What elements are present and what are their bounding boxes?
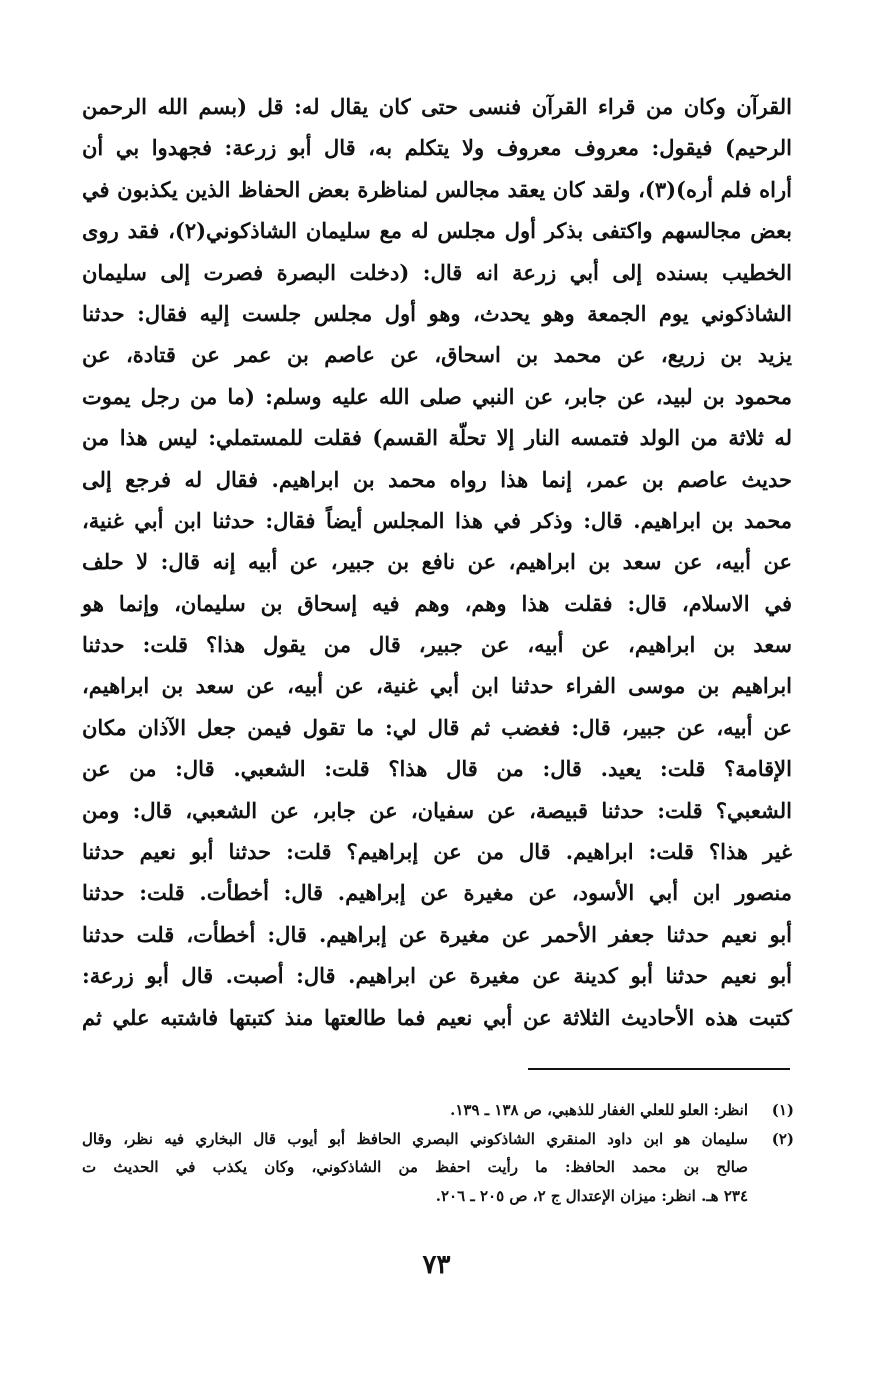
footnote-text: انظر: العلو للعلي الغفار للذهبي، ص ١٣٨ ـ ١٣٩. xyxy=(450,1101,748,1119)
text-line: الخطيب بسنده إلى أبي زرعة انه قال: (دخلت البصرة فصرت إلى سليمان xyxy=(82,259,792,285)
footnote-2 xyxy=(82,1125,794,1154)
text-line: غير هذا؟ قلت: ابراهيم. قال من عن إبراهيم؟ قلت: حدثنا أبو نعيم حدثنا xyxy=(82,839,792,865)
text-line: بعض مجالسهم واكتفى بذكر أول مجلس له مع سليمان الشاذكوني(٢)، فقد روى xyxy=(82,218,792,244)
text-line: أراه فلم أره)(٣)، ولقد كان يعقد مجالس لمناظرة بعض الحفاظ الذين يكذبون في xyxy=(82,176,792,202)
text-line: عن أبيه، عن جبير، قال: فغضب ثم قال لي: ما تقول فيمن جعل الآذان مكان xyxy=(82,714,792,740)
footnote-1 xyxy=(82,1096,794,1125)
footnote-indent xyxy=(748,1182,794,1211)
text-line: الشاذكوني يوم الجمعة وهو يحدث، وهو أول مجلس جلست إليه فقال: حدثنا xyxy=(82,300,792,326)
footnote-indent xyxy=(748,1153,794,1182)
text-line: منصور ابن أبي الأسود، عن مغيرة عن إبراهيم. قال: أخطأت. قلت: حدثنا xyxy=(82,880,792,906)
text-line: حديث عاصم بن عمر، إنما هذا رواه محمد بن ابراهيم. فقال له فرجع إلى xyxy=(82,466,792,492)
footnote-2-continued xyxy=(82,1182,794,1211)
footnote-divider xyxy=(528,1068,790,1070)
footnote-text: ٢٣٤ هـ. انظر: ميزان الإعتدال ج ٢، ص ٢٠٥ ـ ٢٠٦. xyxy=(435,1186,748,1205)
text-line: أبو نعيم حدثنا جعفر الأحمر عن مغيرة عن إبراهيم. قال: أخطأت، قلت حدثنا xyxy=(82,921,792,947)
text-line: القرآن وكان من قراء القرآن فنسى حتى كان يقال له: قل (بسم الله الرحمن xyxy=(82,94,792,119)
text-line: سعد بن ابراهيم، عن أبيه، عن جبير، قال من يقول هذا؟ قلت: حدثنا xyxy=(82,632,792,658)
text-line: أبو نعيم حدثنا أبو كدينة عن مغيرة عن ابراهيم. قال: أصبت. قال أبو زرعة: xyxy=(82,963,792,989)
main-text xyxy=(82,86,792,1038)
footnote-2-continued xyxy=(82,1153,794,1182)
text-line: محمود بن لبيد، عن جابر، عن النبي صلى الله عليه وسلم: (ما من رجل يموت xyxy=(82,383,792,409)
footnote-number: (١) xyxy=(771,1101,794,1119)
page-number: ٧٣ xyxy=(422,1250,451,1280)
text-line: محمد بن ابراهيم. قال: وذكر في هذا المجلس أيضاً فقال: حدثنا ابن أبي غنية، xyxy=(82,507,792,533)
text-line: ابراهيم بن موسى الفراء حدثنا ابن أبي غنية، عن أبيه، عن سعد بن ابراهيم، xyxy=(82,673,792,699)
text-line: يزيد بن زريع، عن محمد بن اسحاق، عن عاصم بن عمر عن قتادة، عن xyxy=(82,342,792,368)
text-line: في الاسلام، قال: فقلت هذا وهم، وهم فيه إسحاق بن سليمان، وإنما هو xyxy=(82,590,792,616)
text-line: عن أبيه، عن سعد بن ابراهيم، عن نافع بن جبير، عن أبيه إنه قال: لا حلف xyxy=(82,549,792,575)
text-line: الرحيم) فيقول: معروف معروف ولا يتكلم به، قال أبو زرعة: فجهدوا بي أن xyxy=(82,135,792,161)
text-line: الإقامة؟ قلت: يعيد. قال: من قال هذا؟ قلت: الشعبي. قال: من عن xyxy=(82,756,792,782)
text-line: له ثلاثة من الولد فتمسه النار إلا تحلّة القسم) فقلت للمستملي: ليس هذا من xyxy=(82,425,792,451)
footnote-number: (٢) xyxy=(771,1129,794,1148)
text-line: كتبت هذه الأحاديث الثلاثة عن أبي نعيم فما طالعتها منذ كتبتها فاشتبه علي ثم xyxy=(82,1004,792,1030)
text-line: الشعبي؟ قلت: حدثنا قبيصة، عن سفيان، عن جابر، عن الشعبي، قال: ومن xyxy=(82,797,792,823)
footnote-text: سليمان هو ابن داود المنقري الشاذكوني البصري الحافظ أبو أيوب قال البخاري فيه نظر، وقال xyxy=(82,1129,748,1148)
footnote-text: صالح بن محمد الحافظ: ما رأيت احفظ من الشاذكوني، وكان يكذب في الحديث ت xyxy=(82,1158,748,1176)
footnotes xyxy=(82,1096,794,1210)
